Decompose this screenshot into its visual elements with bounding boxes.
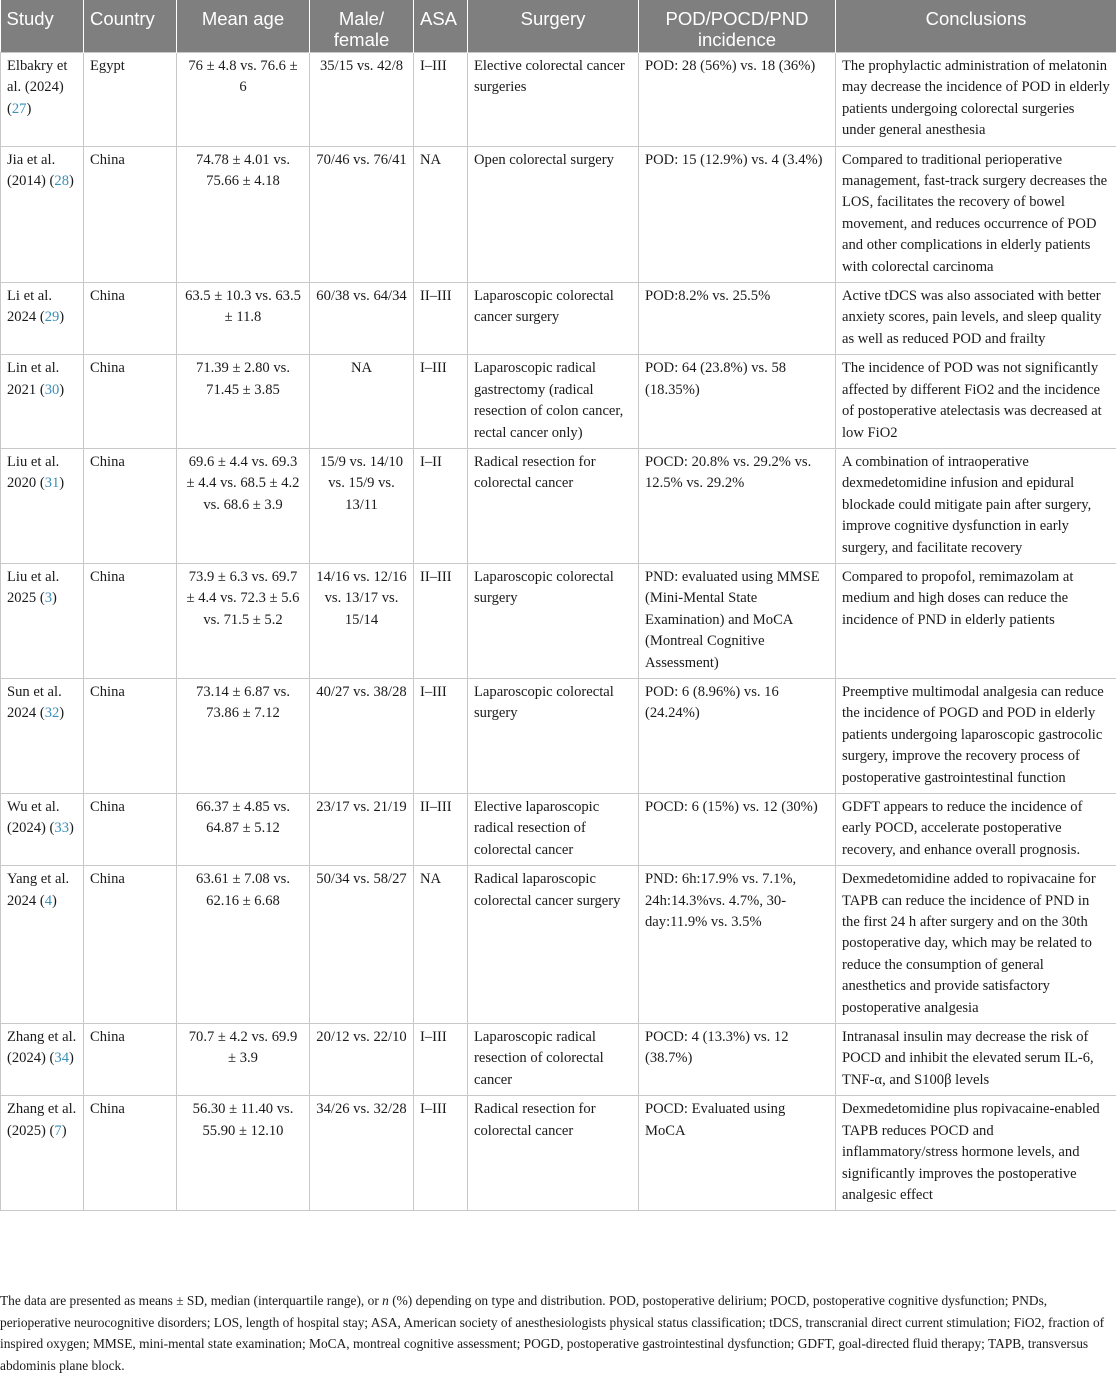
cell-country: China [84,1096,177,1211]
cell-mean-age: 71.39 ± 2.80 vs. 71.45 ± 3.85 [177,355,310,449]
cell-mean-age: 74.78 ± 4.01 vs. 75.66 ± 4.18 [177,146,310,282]
cell-surgery: Laparoscopic radical resection of colorectal cancer [468,1024,639,1096]
cell-asa: II–III [414,794,468,866]
table-row [1,355,1116,449]
cell-country: China [84,563,177,678]
cell-study [1,53,84,147]
table-row [1,866,1116,1024]
study-citation: Sun et al. 2024 ( [7,684,62,721]
cell-asa: NA [414,146,468,282]
cell-male-female: 20/12 vs. 22/10 [310,1024,414,1096]
cell-mean-age: 69.6 ± 4.4 vs. 69.3 ± 4.4 vs. 68.5 ± 4.2 vs. 68.6 ± 3.9 [177,448,310,563]
study-citation: Elbakry et al. (2024) ( [7,58,67,117]
table-row [1,146,1116,282]
cell-incidence: POD: 28 (56%) vs. 18 (36%) [639,53,836,147]
cell-study [1,355,84,449]
cell-surgery: Elective laparoscopic radical resection of colorectal cancer [468,794,639,866]
header-male-female: Male/ female [310,0,414,53]
cell-male-female: 35/15 vs. 42/8 [310,53,414,147]
study-citation-end: ) [52,590,57,606]
cell-incidence: POCD: 20.8% vs. 29.2% vs. 12.5% vs. 29.2% [639,448,836,563]
cell-incidence: POCD: 6 (15%) vs. 12 (30%) [639,794,836,866]
cell-study [1,678,84,793]
cell-surgery: Radical resection for colorectal cancer [468,448,639,563]
footnote-n-italic: n [382,1293,389,1308]
reference-link[interactable]: 29 [45,309,60,325]
reference-link[interactable]: 7 [54,1123,61,1139]
header-mean-age: Mean age [177,0,310,53]
cell-incidence: POCD: 4 (13.3%) vs. 12 (38.7%) [639,1024,836,1096]
cell-male-female: NA [310,355,414,449]
reference-link[interactable]: 27 [12,101,27,117]
cell-mean-age: 70.7 ± 4.2 vs. 69.9 ± 3.9 [177,1024,310,1096]
reference-link[interactable]: 28 [54,173,69,189]
cell-country: China [84,448,177,563]
header-study: Study [1,0,84,53]
cell-study [1,146,84,282]
cell-country: Egypt [84,53,177,147]
table-body [1,53,1116,1211]
table-footnote [0,1290,1112,1376]
study-citation-end: ) [59,475,64,491]
cell-conclusions: Dexmedetomidine plus ropivacaine-enabled TAPB reduces POCD and inflammatory/stress hormone levels, and significantly improves the postoperative analgesic effect [836,1096,1116,1211]
study-citation: Zhang et al. (2024) ( [7,1029,76,1066]
cell-study [1,1096,84,1211]
cell-incidence: POD: 15 (12.9%) vs. 4 (3.4%) [639,146,836,282]
cell-incidence: POD: 6 (8.96%) vs. 16 (24.24%) [639,678,836,793]
cell-conclusions: GDFT appears to reduce the incidence of early POCD, accelerate postoperative recovery, and enhance overall prognosis. [836,794,1116,866]
study-citation-end: ) [59,382,64,398]
study-citation: Wu et al. (2024) ( [7,799,60,836]
table-row [1,283,1116,355]
study-citation-end: ) [59,309,64,325]
table-row [1,563,1116,678]
cell-asa: I–III [414,1024,468,1096]
cell-country: China [84,794,177,866]
table-row [1,794,1116,866]
footnote-text-pre: The data are presented as means ± SD, median (interquartile range), or [0,1293,382,1308]
header-country: Country [84,0,177,53]
table-row [1,1096,1116,1211]
cell-asa: I–III [414,355,468,449]
study-citation: Li et al. 2024 ( [7,288,52,325]
cell-surgery: Radical laparoscopic colorectal cancer surgery [468,866,639,1024]
study-citation-end: ) [69,820,74,836]
cell-conclusions: Compared to propofol, remimazolam at medium and high doses can reduce the incidence of PND in elderly patients [836,563,1116,678]
table-row [1,53,1116,147]
cell-mean-age: 73.14 ± 6.87 vs. 73.86 ± 7.12 [177,678,310,793]
cell-conclusions: Active tDCS was also associated with better anxiety scores, pain levels, and sleep quality as well as reduced POD and frailty [836,283,1116,355]
cell-male-female: 60/38 vs. 64/34 [310,283,414,355]
cell-mean-age: 56.30 ± 11.40 vs. 55.90 ± 12.10 [177,1096,310,1211]
study-citation: Lin et al. 2021 ( [7,360,59,397]
cell-mean-age: 73.9 ± 6.3 vs. 69.7 ± 4.4 vs. 72.3 ± 5.6 vs. 71.5 ± 5.2 [177,563,310,678]
cell-study [1,563,84,678]
footnote-text-post: (%) depending on type and distribution. POD, postoperative delirium; POCD, postoperative cognitive dysfunction; PNDs, perioperative neurocognitive disorders; LOS, length of hospital stay; ASA, American society of anesthesiologists physical status classification; tDCS, transcranial direct current stimulation; FiO2, fraction of inspired oxygen; MMSE, mini-mental state examination; MoCA, montreal cognitive assessment; POGD, postoperative gastrointestinal dysfunction; GDFT, goal-directed fluid therapy; TAPB, transversus abdominis plane block. [0,1293,1104,1373]
header-asa: ASA [414,0,468,53]
reference-link[interactable]: 3 [45,590,52,606]
cell-country: China [84,283,177,355]
cell-country: China [84,1024,177,1096]
cell-surgery: Open colorectal surgery [468,146,639,282]
cell-male-female: 34/26 vs. 32/28 [310,1096,414,1211]
cell-incidence: POD: 64 (23.8%) vs. 58 (18.35%) [639,355,836,449]
cell-surgery: Laparoscopic colorectal surgery [468,678,639,793]
cell-conclusions: Intranasal insulin may decrease the risk of POCD and inhibit the elevated serum IL-6, TNF-α, and S100β levels [836,1024,1116,1096]
cell-conclusions: Dexmedetomidine added to ropivacaine for TAPB can reduce the incidence of PND in the first 24 h after surgery and on the 30th postoperative day, which may be related to reduce the consumption of general anesthetics and provide satisfactory postoperative analgesia [836,866,1116,1024]
cell-asa: II–III [414,563,468,678]
study-citation-end: ) [26,101,31,117]
study-citation: Yang et al. 2024 ( [7,871,69,908]
cell-male-female: 23/17 vs. 21/19 [310,794,414,866]
cell-study [1,448,84,563]
cell-conclusions: The prophylactic administration of melatonin may decrease the incidence of POD in elderly patients undergoing colorectal surgeries under general anesthesia [836,53,1116,147]
cell-mean-age: 66.37 ± 4.85 vs. 64.87 ± 5.12 [177,794,310,866]
cell-male-female: 40/27 vs. 38/28 [310,678,414,793]
study-citation: Liu et al. 2025 ( [7,569,59,606]
study-citation-end: ) [62,1123,67,1139]
table-row [1,1024,1116,1096]
cell-country: China [84,678,177,793]
cell-mean-age: 63.61 ± 7.08 vs. 62.16 ± 6.68 [177,866,310,1024]
reference-link[interactable]: 4 [45,893,52,909]
reference-link[interactable]: 33 [54,820,69,836]
cell-asa: I–III [414,53,468,147]
cell-incidence: POCD: Evaluated using MoCA [639,1096,836,1211]
header-surgery: Surgery [468,0,639,53]
study-citation-end: ) [69,1050,74,1066]
study-citation: Zhang et al. (2025) ( [7,1101,76,1138]
reference-link[interactable]: 30 [45,382,60,398]
reference-link[interactable]: 32 [45,705,60,721]
cell-study [1,866,84,1024]
study-citation-end: ) [52,893,57,909]
cell-asa: I–III [414,678,468,793]
cell-study [1,794,84,866]
cell-mean-age: 63.5 ± 10.3 vs. 63.5 ± 11.8 [177,283,310,355]
cell-surgery: Laparoscopic colorectal cancer surgery [468,283,639,355]
cell-study [1,1024,84,1096]
header-row [1,0,1116,53]
study-citation: Jia et al. (2014) ( [7,152,55,189]
cell-surgery: Radical resection for colorectal cancer [468,1096,639,1211]
study-citation-end: ) [59,705,64,721]
cell-asa: I–III [414,1096,468,1211]
reference-link[interactable]: 31 [45,475,60,491]
cell-asa: II–III [414,283,468,355]
cell-incidence: PND: 6h:17.9% vs. 7.1%, 24h:14.3%vs. 4.7%, 30-day:11.9% vs. 3.5% [639,866,836,1024]
table-row [1,448,1116,563]
reference-link[interactable]: 34 [54,1050,69,1066]
cell-male-female: 50/34 vs. 58/27 [310,866,414,1024]
cell-incidence: PND: evaluated using MMSE (Mini-Mental State Examination) and MoCA (Montreal Cognitive Assessment) [639,563,836,678]
cell-study [1,283,84,355]
cell-conclusions: Compared to traditional perioperative management, fast-track surgery decreases the LOS, facilitates the recovery of bowel movement, and reduces occurrence of POD and other complications in elderly patients with colorectal carcinoma [836,146,1116,282]
cell-mean-age: 76 ± 4.8 vs. 76.6 ± 6 [177,53,310,147]
cell-conclusions: A combination of intraoperative dexmedetomidine infusion and epidural blockade could mitigate pain after surgery, improve cognitive dysfunction in early surgery, and facilitate recovery [836,448,1116,563]
cell-surgery: Elective colorectal cancer surgeries [468,53,639,147]
cell-asa: NA [414,866,468,1024]
header-conclusions: Conclusions [836,0,1116,53]
cell-country: China [84,355,177,449]
cell-male-female: 15/9 vs. 14/10 vs. 15/9 vs. 13/11 [310,448,414,563]
cell-conclusions: The incidence of POD was not significantly affected by different FiO2 and the incidence of postoperative atelectasis was decreased at low FiO2 [836,355,1116,449]
cell-male-female: 70/46 vs. 76/41 [310,146,414,282]
study-citation-end: ) [69,173,74,189]
cell-conclusions: Preemptive multimodal analgesia can reduce the incidence of POGD and POD in elderly patients undergoing laparoscopic gastrocolic surgery, improve the recovery process of postoperative gastrointestinal function [836,678,1116,793]
cell-country: China [84,866,177,1024]
cell-asa: I–II [414,448,468,563]
cell-surgery: Laparoscopic colorectal surgery [468,563,639,678]
header-incidence: POD/POCD/PND incidence [639,0,836,53]
cell-surgery: Laparoscopic radical gastrectomy (radical resection of colon cancer, rectal cancer only) [468,355,639,449]
cell-country: China [84,146,177,282]
study-citation: Liu et al. 2020 ( [7,454,59,491]
table-row [1,678,1116,793]
cell-male-female: 14/16 vs. 12/16 vs. 13/17 vs. 15/14 [310,563,414,678]
cell-incidence: POD:8.2% vs. 25.5% [639,283,836,355]
